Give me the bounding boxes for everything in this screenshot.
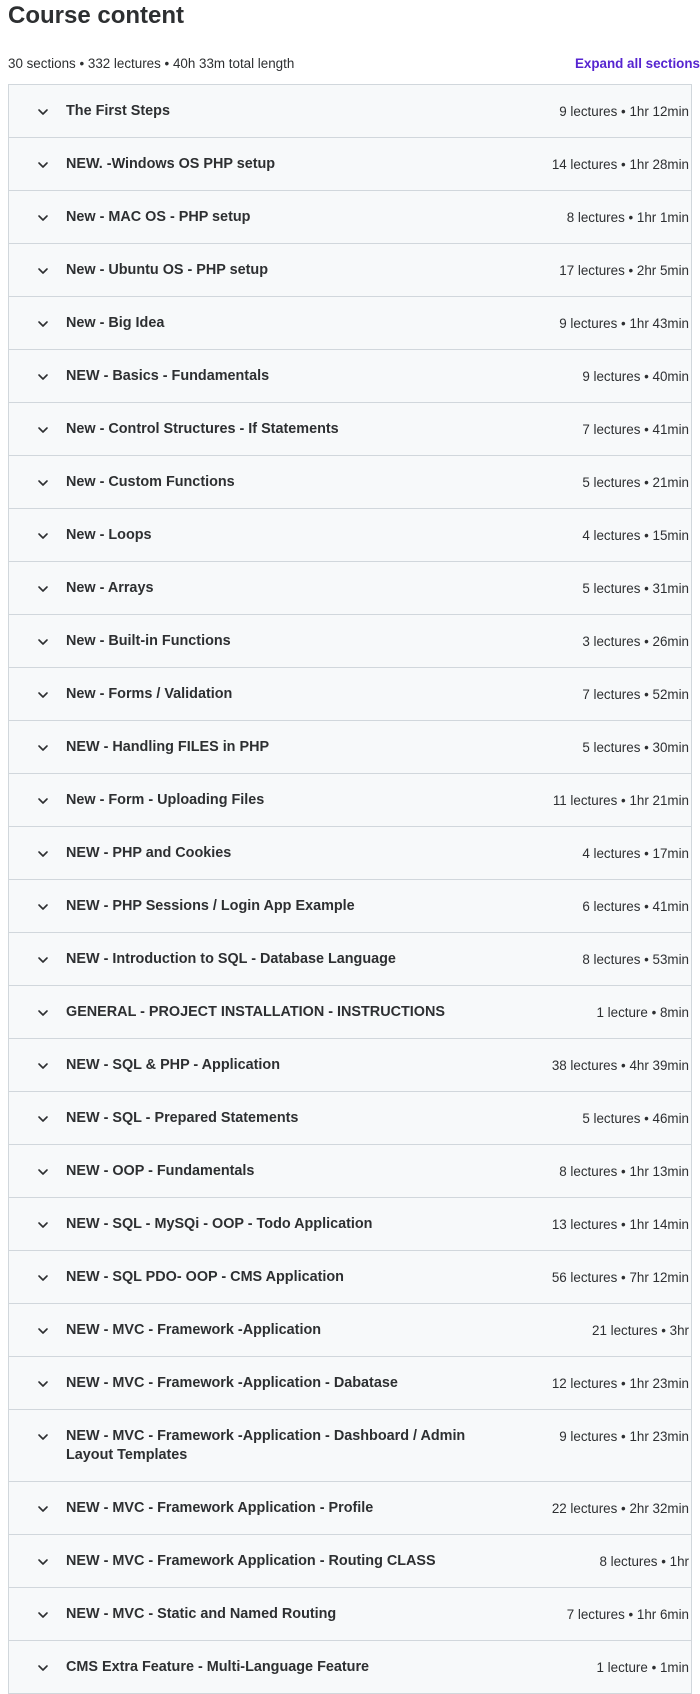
section-lecture-count: 56 lectures • 7hr 12min xyxy=(551,1270,689,1285)
section-lecture-count: 11 lectures • 1hr 21min xyxy=(552,793,689,808)
chevron-down-icon[interactable] xyxy=(36,1661,50,1675)
section-title: New - Arrays xyxy=(66,580,154,596)
section-title: NEW - Basics - Fundamentals xyxy=(66,368,270,384)
section-row[interactable] xyxy=(9,1535,691,1588)
chevron-down-icon[interactable] xyxy=(36,370,50,384)
expand-all-sections-button[interactable]: Expand all sections xyxy=(574,55,700,71)
section-lecture-count: 5 lectures • 31min xyxy=(582,581,689,596)
section-title: NEW - Introduction to SQL - Database Language xyxy=(66,951,396,967)
section-lecture-count: 9 lectures • 1hr 12min xyxy=(559,104,689,119)
section-title: New - Form - Uploading Files xyxy=(66,792,265,808)
section-lecture-count: 9 lectures • 40min xyxy=(582,369,689,384)
chevron-down-icon[interactable] xyxy=(36,1271,50,1285)
section-lecture-count: 38 lectures • 4hr 39min xyxy=(551,1058,689,1073)
section-row[interactable] xyxy=(9,138,691,191)
section-row[interactable] xyxy=(9,562,691,615)
section-lecture-count: 4 lectures • 17min xyxy=(582,846,689,861)
section-title: New - Loops xyxy=(66,527,152,543)
chevron-down-icon[interactable] xyxy=(36,635,50,649)
section-lecture-count: 9 lectures • 1hr 43min xyxy=(559,316,689,331)
section-row[interactable] xyxy=(9,668,691,721)
section-row[interactable] xyxy=(9,827,691,880)
chevron-down-icon[interactable] xyxy=(36,741,50,755)
section-row[interactable] xyxy=(9,1145,691,1198)
section-lecture-count: 5 lectures • 46min xyxy=(582,1111,689,1126)
chevron-down-icon[interactable] xyxy=(36,1608,50,1622)
chevron-down-icon[interactable] xyxy=(36,794,50,808)
section-row[interactable] xyxy=(9,615,691,668)
section-row[interactable] xyxy=(9,1641,691,1694)
chevron-down-icon[interactable] xyxy=(36,582,50,596)
section-lecture-count: 3 lectures • 26min xyxy=(582,634,689,649)
section-title: New - Control Structures - If Statements xyxy=(66,421,339,437)
section-title: New - Custom Functions xyxy=(66,474,235,490)
section-list xyxy=(8,84,692,1694)
section-row[interactable] xyxy=(9,297,691,350)
section-lecture-count: 5 lectures • 21min xyxy=(582,475,689,490)
section-title: New - Big Idea xyxy=(66,315,165,331)
chevron-down-icon[interactable] xyxy=(36,1218,50,1232)
section-lecture-count: 8 lectures • 53min xyxy=(582,952,689,967)
chevron-down-icon[interactable] xyxy=(36,105,50,119)
section-title: NEW - SQL & PHP - Application xyxy=(66,1057,281,1073)
chevron-down-icon[interactable] xyxy=(36,317,50,331)
chevron-down-icon[interactable] xyxy=(36,1377,50,1391)
chevron-down-icon[interactable] xyxy=(36,1112,50,1126)
section-lecture-count: 7 lectures • 1hr 6min xyxy=(566,1607,689,1622)
section-row[interactable] xyxy=(9,509,691,562)
section-title: NEW - SQL - Prepared Statements xyxy=(66,1110,299,1126)
section-row[interactable] xyxy=(9,721,691,774)
section-lecture-count: 1 lecture • 1min xyxy=(596,1660,689,1675)
section-title: NEW - Handling FILES in PHP xyxy=(66,739,270,755)
section-row[interactable] xyxy=(9,1410,691,1482)
chevron-down-icon[interactable] xyxy=(36,1165,50,1179)
section-title: NEW - MVC - Framework -Application - Dabatase xyxy=(66,1375,398,1391)
section-title: The First Steps xyxy=(66,103,170,119)
section-row[interactable] xyxy=(9,774,691,827)
chevron-down-icon[interactable] xyxy=(36,529,50,543)
section-row[interactable] xyxy=(9,403,691,456)
course-summary-bar xyxy=(8,52,700,74)
section-row[interactable] xyxy=(9,350,691,403)
section-row[interactable] xyxy=(9,880,691,933)
section-row[interactable] xyxy=(9,85,691,138)
section-row[interactable] xyxy=(9,1198,691,1251)
section-lecture-count: 22 lectures • 2hr 32min xyxy=(551,1501,689,1516)
section-lecture-count: 21 lectures • 3hr xyxy=(592,1323,689,1338)
section-lecture-count: 9 lectures • 1hr 23min xyxy=(559,1429,689,1444)
section-title: New - Built-in Functions xyxy=(66,633,231,649)
page-title: Course content xyxy=(8,2,185,29)
section-title: NEW - MVC - Framework Application - Profile xyxy=(66,1500,374,1516)
section-row[interactable] xyxy=(9,191,691,244)
section-lecture-count: 14 lectures • 1hr 28min xyxy=(551,157,689,172)
section-lecture-count: 8 lectures • 1hr 1min xyxy=(566,210,689,225)
chevron-down-icon[interactable] xyxy=(36,1006,50,1020)
chevron-down-icon[interactable] xyxy=(36,264,50,278)
chevron-down-icon[interactable] xyxy=(36,158,50,172)
chevron-down-icon[interactable] xyxy=(36,476,50,490)
section-title: NEW - MVC - Framework -Application - Dashboard / Admin Layout Templates xyxy=(66,1428,466,1463)
section-row[interactable] xyxy=(9,1482,691,1535)
section-title: New - MAC OS - PHP setup xyxy=(66,209,251,225)
chevron-down-icon[interactable] xyxy=(36,900,50,914)
section-row[interactable] xyxy=(9,1357,691,1410)
section-title: NEW - MVC - Framework Application - Routing CLASS xyxy=(66,1553,436,1569)
course-summary: 30 sections • 332 lectures • 40h 33m total length xyxy=(8,55,295,71)
section-lecture-count: 7 lectures • 52min xyxy=(582,687,689,702)
section-lecture-count: 8 lectures • 1hr 13min xyxy=(559,1164,689,1179)
section-lecture-count: 8 lectures • 1hr xyxy=(599,1554,689,1569)
chevron-down-icon[interactable] xyxy=(36,211,50,225)
section-title: New - Forms / Validation xyxy=(66,686,233,702)
section-row[interactable] xyxy=(9,933,691,986)
section-title: CMS Extra Feature - Multi-Language Feature xyxy=(66,1659,370,1675)
section-row[interactable] xyxy=(9,1092,691,1145)
section-row[interactable] xyxy=(9,244,691,297)
section-lecture-count: 1 lecture • 8min xyxy=(596,1005,689,1020)
section-row[interactable] xyxy=(9,1251,691,1304)
section-title: NEW. -Windows OS PHP setup xyxy=(66,156,276,172)
section-title: NEW - SQL - MySQi - OOP - Todo Application xyxy=(66,1216,373,1232)
section-row[interactable] xyxy=(9,456,691,509)
section-row[interactable] xyxy=(9,986,691,1039)
chevron-down-icon[interactable] xyxy=(36,847,50,861)
section-lecture-count: 7 lectures • 41min xyxy=(582,422,689,437)
chevron-down-icon[interactable] xyxy=(36,688,50,702)
chevron-down-icon[interactable] xyxy=(36,1059,50,1073)
section-lecture-count: 6 lectures • 41min xyxy=(582,899,689,914)
section-lecture-count: 4 lectures • 15min xyxy=(582,528,689,543)
section-lecture-count: 17 lectures • 2hr 5min xyxy=(559,263,689,278)
chevron-down-icon[interactable] xyxy=(36,423,50,437)
section-title: NEW - PHP Sessions / Login App Example xyxy=(66,898,355,914)
chevron-down-icon[interactable] xyxy=(36,1430,50,1444)
section-row[interactable] xyxy=(9,1588,691,1641)
section-title: NEW - MVC - Framework -Application xyxy=(66,1322,322,1338)
chevron-down-icon[interactable] xyxy=(36,1324,50,1338)
chevron-down-icon[interactable] xyxy=(36,1502,50,1516)
section-lecture-count: 5 lectures • 30min xyxy=(582,740,689,755)
section-title: NEW - MVC - Static and Named Routing xyxy=(66,1606,337,1622)
section-row[interactable] xyxy=(9,1039,691,1092)
section-title: NEW - SQL PDO- OOP - CMS Application xyxy=(66,1269,344,1285)
chevron-down-icon[interactable] xyxy=(36,953,50,967)
section-title: NEW - PHP and Cookies xyxy=(66,845,232,861)
section-title: New - Ubuntu OS - PHP setup xyxy=(66,262,269,278)
section-lecture-count: 12 lectures • 1hr 23min xyxy=(551,1376,689,1391)
section-title: GENERAL - PROJECT INSTALLATION - INSTRUCTIONS xyxy=(66,1004,445,1020)
chevron-down-icon[interactable] xyxy=(36,1555,50,1569)
section-row[interactable] xyxy=(9,1304,691,1357)
section-title: NEW - OOP - Fundamentals xyxy=(66,1163,255,1179)
section-lecture-count: 13 lectures • 1hr 14min xyxy=(551,1217,689,1232)
